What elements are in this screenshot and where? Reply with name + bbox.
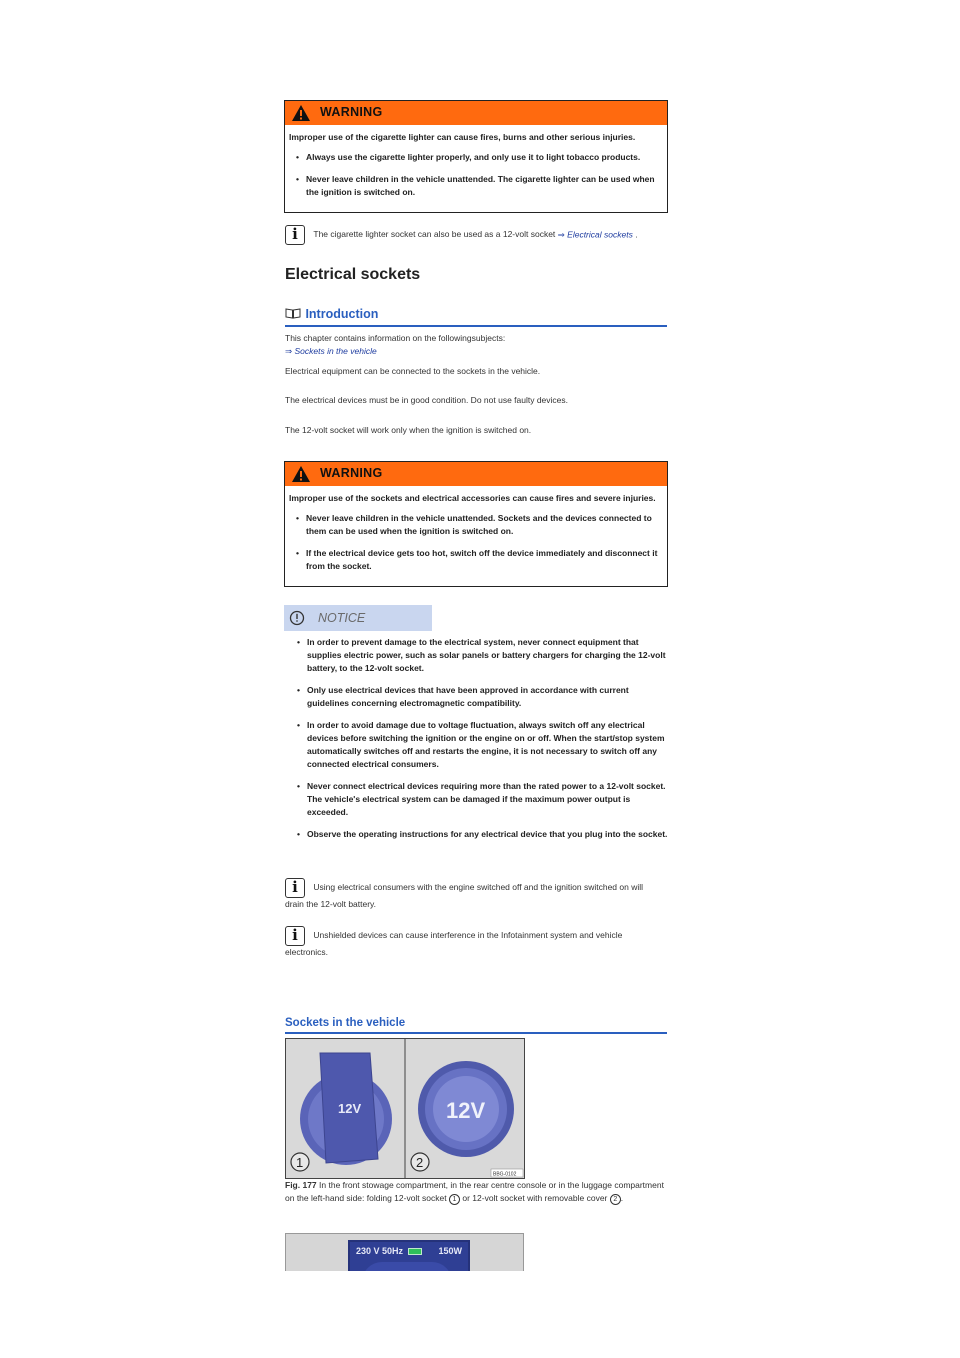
socket-opening [362,1262,452,1271]
link-sockets-in-vehicle[interactable]: ⇒ Sockets in the vehicle [285,346,377,356]
warning-intro: Improper use of the cigarette lighter can cause fires, burns and other serious injuries. [289,132,636,142]
socket-230v-panel [348,1240,470,1271]
warning-bullet: • Never leave children in the vehicle unattended. The cigarette lighter can be used when the ignition is switched on. [296,174,655,197]
notice-bullet: • Only use electrical devices that have been approved in accordance with current guidelines concerning electromagnetic compatibility. [297,685,629,708]
introduction-title: Introduction [305,307,379,321]
exclamation-circle-icon [289,610,305,626]
warning-triangle-icon [291,104,311,122]
link-electrical-sockets[interactable]: ⇒ Electrical sockets [557,229,633,240]
info-note-battery-drain: i Using electrical consumers with the engine switched off and the ignition switched on will drain the 12-volt battery. [285,878,644,909]
warning-intro: Improper use of the sockets and electrical accessories can cause fires and severe injuries. [289,493,656,503]
paragraph: The 12-volt socket will work only when the ignition is switched on. [285,425,532,435]
warning-triangle-icon [291,465,311,483]
warning-box-cigarette-lighter [284,100,668,213]
warning-title: WARNING [320,466,383,480]
warning-bullet: • Never leave children in the vehicle unattended. Sockets and the devices connected to them can be used when the ignition is switched on. [296,513,652,536]
notice-body [290,636,668,850]
warning-bullet: • If the electrical device gets too hot, switch off the device immediately and disconnect it from the socket. [296,548,658,571]
section-divider [285,325,667,327]
callout-ref-1: 1 [449,1194,460,1205]
notice-bullet: • Never connect electrical devices requiring more than the rated power to a 12-volt socket. The vehicle's electrical system can be damaged if the maximum power output is exceeded. [297,781,666,817]
warning-title: WARNING [320,105,383,119]
callout-2: 2 [416,1155,424,1170]
notice-bullet: • In order to prevent damage to the electrical system, never connect equipment that supplies electric power, such as solar panels or battery chargers for charging the 12-volt battery, to the 12-volt socket. [297,637,666,673]
info-note-interference: i Unshielded devices can cause interference in the Infotainment system and vehicle electronics. [285,926,623,957]
callout-ref-2: 2 [610,1194,621,1205]
notice-header [284,605,432,631]
sockets-title: Sockets in the vehicle [285,1017,406,1029]
notice-title: NOTICE [318,611,366,625]
info-icon: i [285,225,305,245]
figure-230v-socket [285,1233,524,1271]
figure-caption: Fig. 177 In the front stowage compartment, in the rear centre console or in the luggage compartment on the left-hand side: folding 12-volt socket 1 or 12-volt socket with removable cover 2 . [285,1180,664,1203]
warning-header [285,462,667,486]
info-icon: i [285,878,305,898]
voltage-label: 230 V 50Hz [356,1246,404,1256]
chapter-text: This chapter contains information on the followingsubjects: [285,333,506,343]
power-label: 150W [438,1246,462,1256]
sockets-section-header [285,1013,667,1034]
figure-code: BBG-0102 [493,1171,517,1178]
socket-illustration [286,1039,524,1178]
socket-2-badge: 12V [446,1098,486,1123]
book-icon [285,308,301,319]
socket-1-badge: 12V [338,1101,362,1116]
info-icon: i [285,926,305,946]
info-note-lighter-socket: i The cigarette lighter socket can also be used as a 12-volt socket ⇒ Electrical sockets . [285,225,675,245]
section-divider [285,1032,667,1034]
warning-header [285,101,667,125]
warning-box-sockets [284,461,668,587]
callout-1: 1 [296,1155,304,1170]
paragraph: Electrical equipment can be connected to the sockets in the vehicle. [285,366,541,376]
notice-bullet: • Observe the operating instructions for any electrical device that you plug into the socket. [297,829,668,839]
page-heading: Electrical sockets [285,266,421,283]
paragraph: The electrical devices must be in good condition. Do not use faulty devices. [285,395,569,405]
figure-177-sockets [285,1038,525,1179]
introduction-section-header [285,305,667,327]
warning-bullet: • Always use the cigarette lighter properly, and only use it to light tobacco products. [296,152,641,162]
notice-bullet: • In order to avoid damage due to voltage fluctuation, always switch off any electrical devices before switching the ignition or the engine on or off. When the start/stop system automatically switches off and restarts the engine, it is not necessary to switch off any connected electrical consumers. [297,720,665,769]
led-indicator [408,1248,422,1255]
